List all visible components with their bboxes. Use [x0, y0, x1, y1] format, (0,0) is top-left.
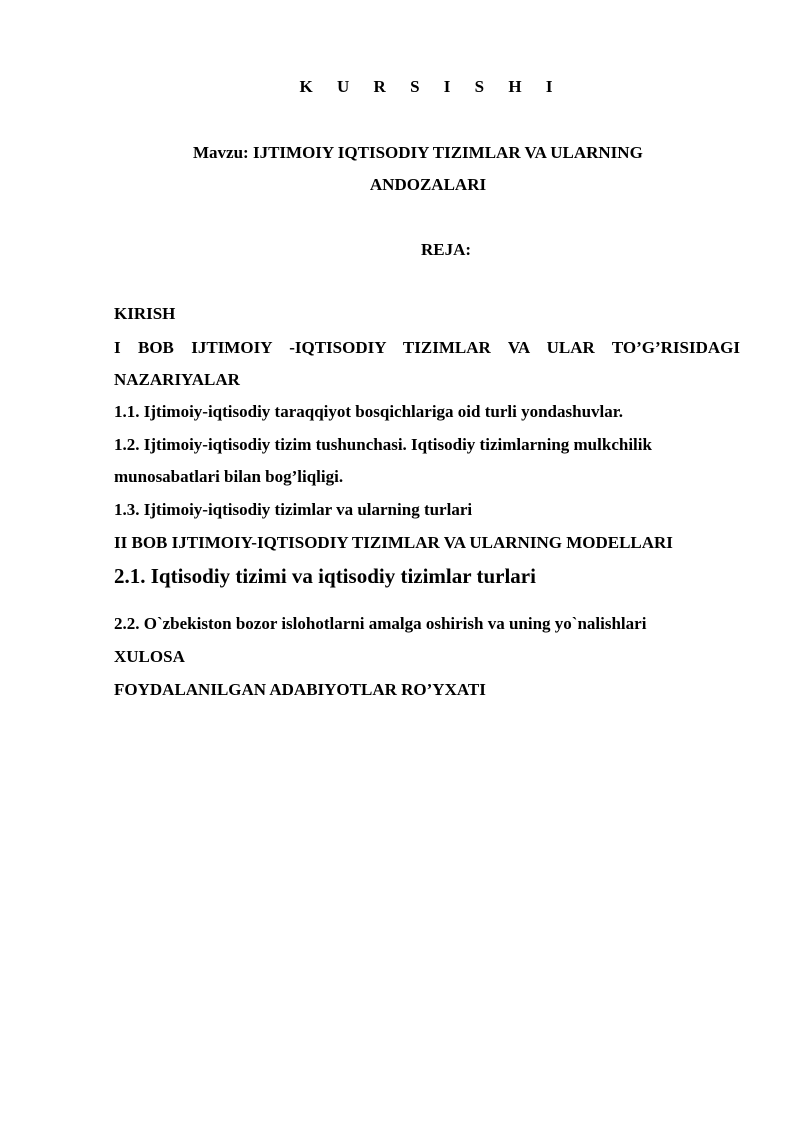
toc-section-2-1: 2.1. Iqtisodiy tizimi va iqtisodiy tizimlar turlari — [114, 564, 536, 588]
toc-section-1-1: 1.1. Ijtimoiy-iqtisodiy taraqqiyot bosqichlariga oid turli yondashuvlar. — [114, 402, 623, 421]
toc-section-1-3: 1.3. Ijtimoiy-iqtisodiy tizimlar va ularning turlari — [114, 500, 473, 519]
toc-chapter-2: II BOB IJTIMOIY-IQTISODIY TIZIMLAR VA ULARNING MODELLARI — [114, 533, 673, 552]
document-title: K U R S I S H I — [299, 77, 557, 96]
toc-references: FOYDALANILGAN ADABIYOTLAR RO’YXATI — [114, 680, 486, 699]
toc-section-1-2-line-1: 1.2. Ijtimoiy-iqtisodiy tizim tushunchasi. Iqtisodiy tizimlarning mulkchilik — [114, 435, 652, 454]
toc-conclusion: XULOSA — [114, 647, 185, 666]
toc-section-2-2: 2.2. O`zbekiston bozor islohotlarni amalga oshirish va uning yo`nalishlari — [114, 614, 647, 633]
toc-section-1-2-line-2: munosabatlari bilan bog’liqligi. — [114, 467, 344, 486]
toc-chapter-1-line-2: NAZARIYALAR — [114, 370, 240, 389]
topic-line-1: Mavzu: IJTIMOIY IQTISODIY TIZIMLAR VA ULARNING — [193, 143, 643, 162]
topic-line-2: ANDOZALARI — [369, 175, 487, 194]
toc-chapter-1-line-1: I BOB IJTIMOIY -IQTISODIY TIZIMLAR VA ULAR TO’G’RISIDAGI — [114, 338, 740, 357]
plan-heading: REJA: — [420, 240, 472, 259]
toc-intro: KIRISH — [114, 304, 176, 323]
